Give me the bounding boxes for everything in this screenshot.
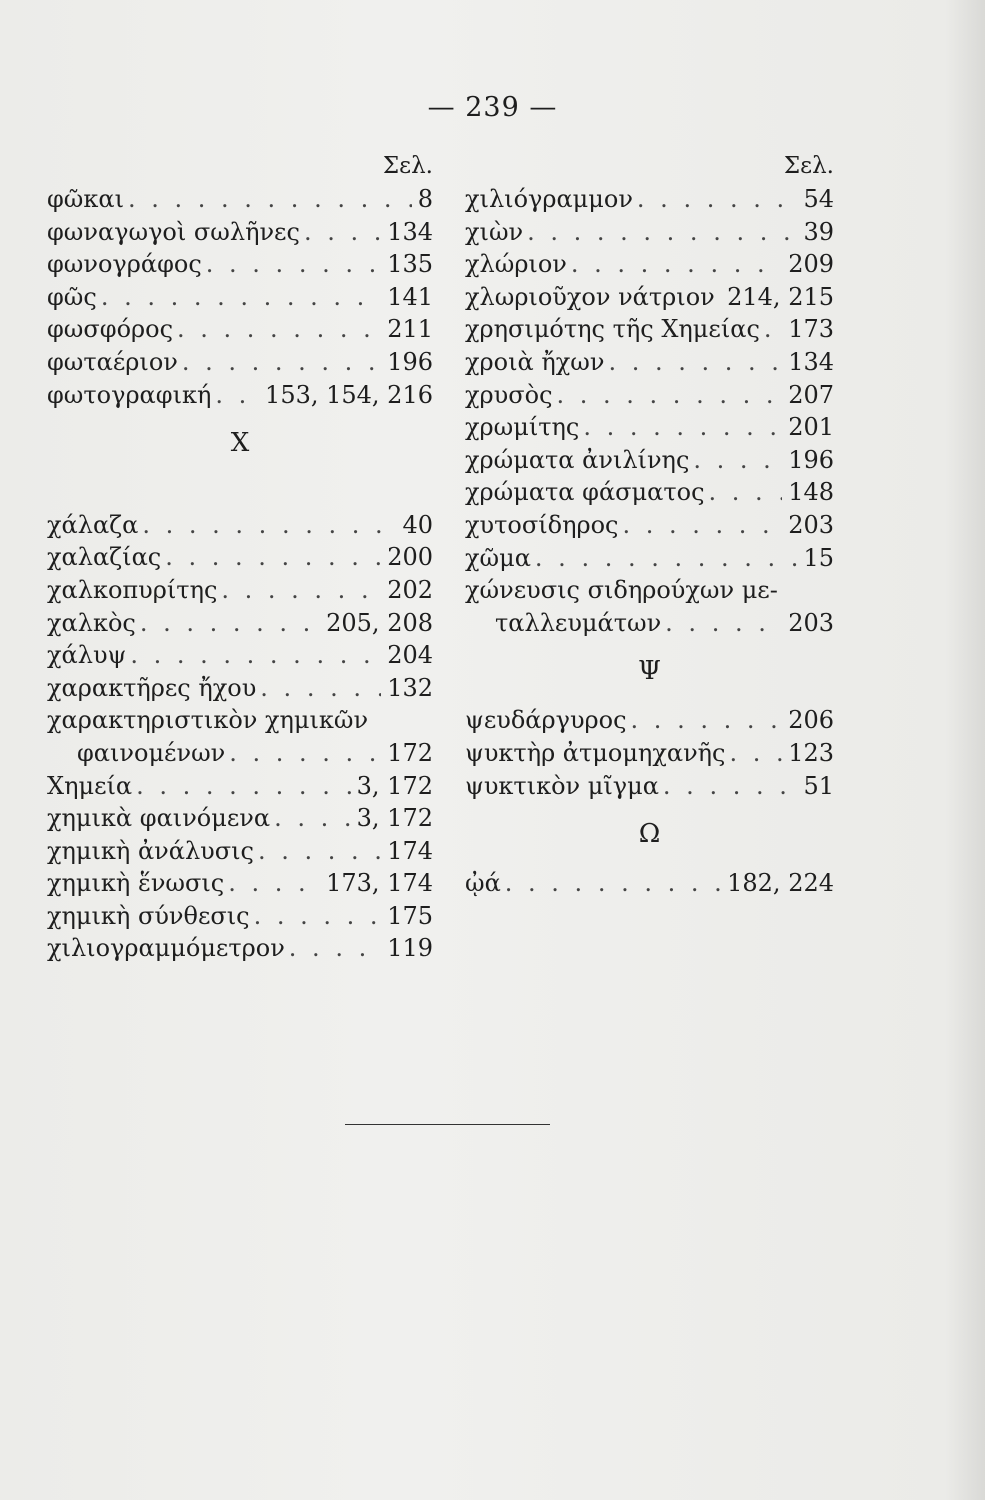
leader-dots [138,509,396,542]
entry-pages: 40 [402,510,433,539]
leader-dots [178,346,381,379]
leader-dots [659,770,798,803]
entry-term: χημικὴ σύνθεσις [47,901,250,930]
leader-dots [579,411,782,444]
index-entry [47,216,433,249]
leader-dots [300,216,381,249]
index-entry [47,574,433,607]
leader-dots [567,248,782,281]
index-entry [465,476,834,509]
entry-pages: 203 [788,510,834,539]
leader-dots [531,542,798,575]
index-entry [465,313,834,346]
index-entry [47,867,433,900]
entry-term: χρωμίτης [465,413,580,442]
entry-pages: 134 [788,347,834,376]
entry-pages: 205, 208 [326,608,433,637]
entry-pages: 174 [387,836,433,865]
entry-pages: 141 [387,282,433,311]
entry-term: χάλυψ [47,641,127,670]
entry-pages: 173 [788,315,834,344]
leader-dots [225,737,381,770]
index-entry [465,281,834,314]
entry-pages: 211 [387,315,433,344]
entry-pages: 153, 154, 216 [265,380,433,409]
entry-pages: 132 [387,673,433,702]
entry-pages: 202 [387,575,433,604]
entry-term-line1: χαρακτηριστικὸν χημικῶν [47,706,369,735]
leader-dots [126,639,381,672]
page-column-header: Σελ. [382,153,433,179]
entry-term: φωτογραφική [47,380,212,409]
entry-pages: 148 [788,478,834,507]
index-entry [47,346,433,379]
entry-pages: 200 [387,543,433,572]
index-entry [47,379,433,412]
entry-term: χυτοσίδηρος [465,510,619,539]
leader-dots [689,444,782,477]
entry-pages: 206 [788,706,834,735]
section-gap [47,476,433,509]
entry-term: χιλιόγραμμον [465,185,633,213]
entry-pages: 3, 172 [356,804,433,833]
leader-dots [705,476,783,509]
leader-dots [256,672,381,705]
index-entry [465,379,834,412]
section-letter-chi: Χ [230,428,250,459]
entry-term: χιλιογραμμόμετρον [47,934,285,963]
leader-dots [97,281,381,314]
entry-pages: 123 [788,738,834,767]
index-entry [47,313,433,346]
leader-dots [202,248,381,281]
entry-term: χαλκοπυρίτης [47,575,218,604]
entry-term: χρώματα ἀνιλίνης [465,445,690,474]
index-entry [465,411,834,444]
leader-dots [270,802,351,835]
entry-pages: 15 [803,543,834,572]
entry-pages: 134 [387,217,433,246]
entry-term: χημικὴ ἕνωσις [47,869,225,898]
index-entry [47,932,433,965]
entry-term: ψυκτικὸν μῖγμα [465,771,659,800]
index-entry [47,281,433,314]
entry-term-line2: ταλλευμάτων [495,608,662,637]
entry-pages: 3, 172 [356,771,433,800]
leader-dots [661,607,782,640]
leader-dots [161,541,381,574]
leader-dots [224,867,320,900]
entry-pages: 196 [788,445,834,474]
entry-term: χρησιμότης τῆς Χημείας [465,315,760,344]
leader-dots [501,867,721,900]
entry-term: ᾠά [465,869,501,898]
index-column-right [465,150,834,900]
entry-pages: 39 [803,217,834,246]
entry-term: φωναγωγοὶ σωλῆνες [47,217,300,246]
entry-pages: 201 [788,413,834,442]
entry-pages: 54 [803,185,834,213]
page-number: — 239 — [427,92,558,123]
leader-dots [250,900,382,933]
entry-term: ψυκτὴρ ἀτμομηχανῆς [465,738,726,767]
entry-pages: 209 [788,250,834,279]
leader-dots [633,183,798,216]
leader-dots [760,313,782,346]
leader-dots [124,183,412,216]
page-column-header: Σελ. [783,153,834,179]
entry-pages: 203 [788,608,834,637]
entry-term: φωσφόρος [47,315,174,344]
leader-dots [604,346,782,379]
index-entry [47,639,433,672]
closing-rule [345,1124,550,1125]
entry-term: χλωριοῦχον νάτριον [465,282,715,311]
entry-pages: 214, 215 [727,282,834,311]
leader-dots [627,704,783,737]
index-entry [465,607,834,640]
leader-dots [553,379,783,412]
entry-term: χαλαζίας [47,543,162,572]
leader-dots [132,770,351,803]
entry-term: χρώματα φάσματος [465,478,705,507]
entry-term: χλώριον [465,250,567,279]
entry-term: χιὼν [465,217,524,246]
entry-pages: 8 [417,185,433,213]
section-letter-psi: Ψ [638,656,661,687]
entry-term-line2: φαινομένων [77,738,226,767]
index-entry [465,248,834,281]
index-entry [47,672,433,705]
index-entry [47,835,433,868]
entry-term: φωνογράφος [47,250,202,279]
index-entry [465,444,834,477]
entry-pages: 182, 224 [727,869,834,898]
index-entry [465,737,834,770]
leader-dots [285,932,381,965]
index-entry [47,607,433,640]
leader-dots [618,509,782,542]
entry-pages: 204 [387,641,433,670]
leader-dots [211,379,259,412]
entry-term: χάλαζα [47,510,139,539]
index-entry [47,900,433,933]
leader-dots [173,313,381,346]
leader-dots [725,737,782,770]
index-entry [465,542,834,575]
leader-dots [254,835,381,868]
entry-pages: 175 [387,901,433,930]
index-entry [47,183,433,216]
index-entry [47,770,433,803]
index-entry [465,183,834,216]
entry-pages: 51 [803,771,834,800]
entry-pages: 135 [387,250,433,279]
index-entry [465,346,834,379]
entry-term: φῶκαι [47,185,124,213]
entry-term: χρυσὸς [465,380,553,409]
entry-pages: 196 [387,347,433,376]
index-entry [465,216,834,249]
entry-term: χημικὴ ἀνάλυσις [47,836,254,865]
entry-term: χαρακτῆρες ἤχου [47,673,257,702]
index-entry [465,704,834,737]
index-entry [47,541,433,574]
entry-pages: 173, 174 [326,869,433,898]
index-entry [47,248,433,281]
index-entry [47,509,433,542]
leader-dots [136,607,320,640]
index-entry [465,770,834,803]
index-column-left [47,150,433,965]
index-entry [47,802,433,835]
index-entry [465,509,834,542]
index-entry [47,737,433,770]
index-entry [465,867,834,900]
entry-pages: 172 [387,738,433,767]
leader-dots [523,216,797,249]
entry-term-line1: χώνευσις σιδηρούχων με- [465,576,778,605]
entry-term: φωταέριον [47,347,178,376]
entry-term: χαλκὸς [47,608,136,637]
entry-term: ψευδάργυρος [465,706,627,735]
entry-pages: 207 [788,380,834,409]
entry-term: χημικὰ φαινόμενα [47,804,271,833]
entry-pages: 119 [387,934,433,963]
entry-term: χροιὰ ἤχων [465,347,605,376]
leader-dots [217,574,381,607]
entry-term: Χημεία [47,771,133,800]
entry-term: φῶς [47,282,97,311]
section-letter-omega: Ω [638,819,661,850]
entry-term: χῶμα [465,543,531,572]
